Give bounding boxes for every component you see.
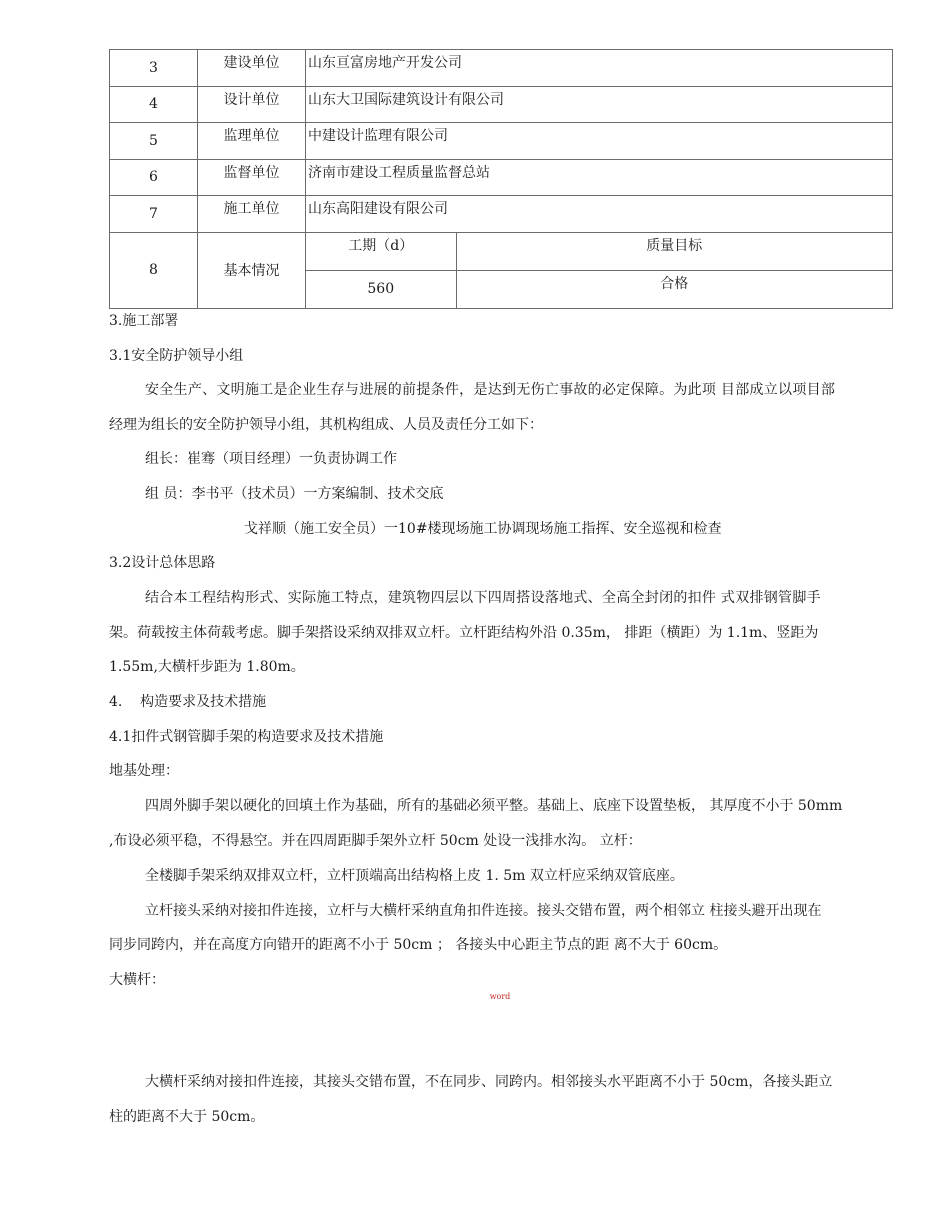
paragraph-line: 同步同跨内，并在高度方向错开的距离不小于 50cm ； 各接头中心距主节点的距 离不大于 60cm。 — [109, 937, 728, 953]
row-label: 监理单位 — [198, 123, 306, 160]
row-label: 设计单位 — [198, 86, 306, 123]
team-leader-line: 组长：崔骞（项目经理）一负责协调工作 — [145, 451, 397, 467]
team-member-line: 戈祥顺（施工安全员）一10#楼现场施工协调现场施工指挥、安全巡视和检查 — [244, 521, 722, 537]
paragraph-line: 安全生产、文明施工是企业生存与进展的前提条件，是达到无伤亡事故的必定保障。为此项 目部成立以项目部 — [145, 382, 836, 398]
subsection-heading: 4.1扣件式钢管脚手架的构造要求及技术措施 — [109, 729, 384, 745]
paragraph-line: 四周外脚手架以硬化的回填土作为基础，所有的基础必须平整。基础上、底座下设置垫板， 其厚度不小于 50mm — [145, 798, 843, 814]
basic-info-subtable — [306, 233, 892, 308]
table-row — [110, 159, 893, 196]
page-footer: word — [489, 992, 511, 1001]
subsection-heading: 3.2设计总体思路 — [109, 555, 216, 571]
paragraph-line: 架。荷载按主体荷载考虑。脚手架搭设采纳双排双立杆。立杆距结构外沿 0.35m， 排距（横距）为 1.1m、竖距为 — [109, 625, 819, 641]
topic-label: 地基处理： — [109, 763, 179, 779]
table-row — [110, 50, 893, 87]
table-row — [110, 86, 893, 123]
row-number: 6 — [110, 159, 198, 196]
section-heading: 4. 构造要求及技术措施 — [109, 694, 267, 710]
row-value: 中建设计监理有限公司 — [306, 123, 893, 160]
paragraph-line: 立杆接头采纳对接扣件连接，立杆与大横杆采纳直角扣件连接。接头交错布置，两个相邻立 柱接头避开出现在 — [145, 903, 822, 919]
paragraph-line: 柱的距离不大于 50cm。 — [109, 1109, 265, 1125]
subsection-heading: 3.1安全防护领导小组 — [109, 348, 244, 364]
paragraph-line: 1.55m,大横杆步距为 1.80m。 — [109, 659, 305, 675]
row-number: 7 — [110, 196, 198, 233]
row-label: 监督单位 — [198, 159, 306, 196]
row-number: 8 — [110, 232, 198, 308]
paragraph-line: 结合本工程结构形式、实际施工特点，建筑物四层以下四周搭设落地式、全高全封闭的扣件 式双排钢管脚手 — [145, 590, 821, 606]
row-value: 山东大卫国际建筑设计有限公司 — [306, 86, 893, 123]
table-row — [110, 123, 893, 160]
row-value: 济南市建设工程质量监督总站 — [306, 159, 893, 196]
row-label: 施工单位 — [198, 196, 306, 233]
row-value: 山东亘富房地产开发公司 — [306, 50, 893, 87]
quality-value: 合格 — [456, 270, 892, 308]
period-header: 工期（d） — [306, 233, 456, 271]
paragraph-line: 全楼脚手架采纳双排双立杆，立杆顶端高出结构格上皮 1. 5m 双立杆应采纳双管底座。 — [145, 868, 684, 884]
team-member-line: 组 员：李书平（技术员）一方案编制、技术交底 — [145, 486, 444, 502]
row-number: 3 — [110, 50, 198, 87]
basic-info-cell — [306, 232, 893, 308]
row-label: 建设单位 — [198, 50, 306, 87]
paragraph-line: 经理为组长的安全防护领导小组，其机构组成、人员及责任分工如下： — [109, 417, 543, 433]
paragraph-line: 大横杆采纳对接扣件连接，其接头交错布置，不在同步、同跨内。相邻接头水平距离不小于 50cm，各接头距立 — [145, 1074, 833, 1090]
row-number: 4 — [110, 86, 198, 123]
period-value: 560 — [367, 281, 395, 297]
quality-header: 质量目标 — [456, 233, 892, 271]
row-number: 5 — [110, 123, 198, 160]
row-value: 山东高阳建设有限公司 — [306, 196, 893, 233]
paragraph-line: ,布设必须平稳，不得悬空。并在四周距脚手架外立杆 50cm 处设一浅排水沟。 立杆： — [109, 833, 642, 849]
row-label: 基本情况 — [198, 232, 306, 308]
project-info-table — [109, 49, 893, 309]
topic-label: 大横杆： — [109, 972, 165, 988]
table-row-basic-info — [110, 232, 893, 308]
section-heading: 3.施工部署 — [109, 313, 179, 329]
table-row — [110, 196, 893, 233]
